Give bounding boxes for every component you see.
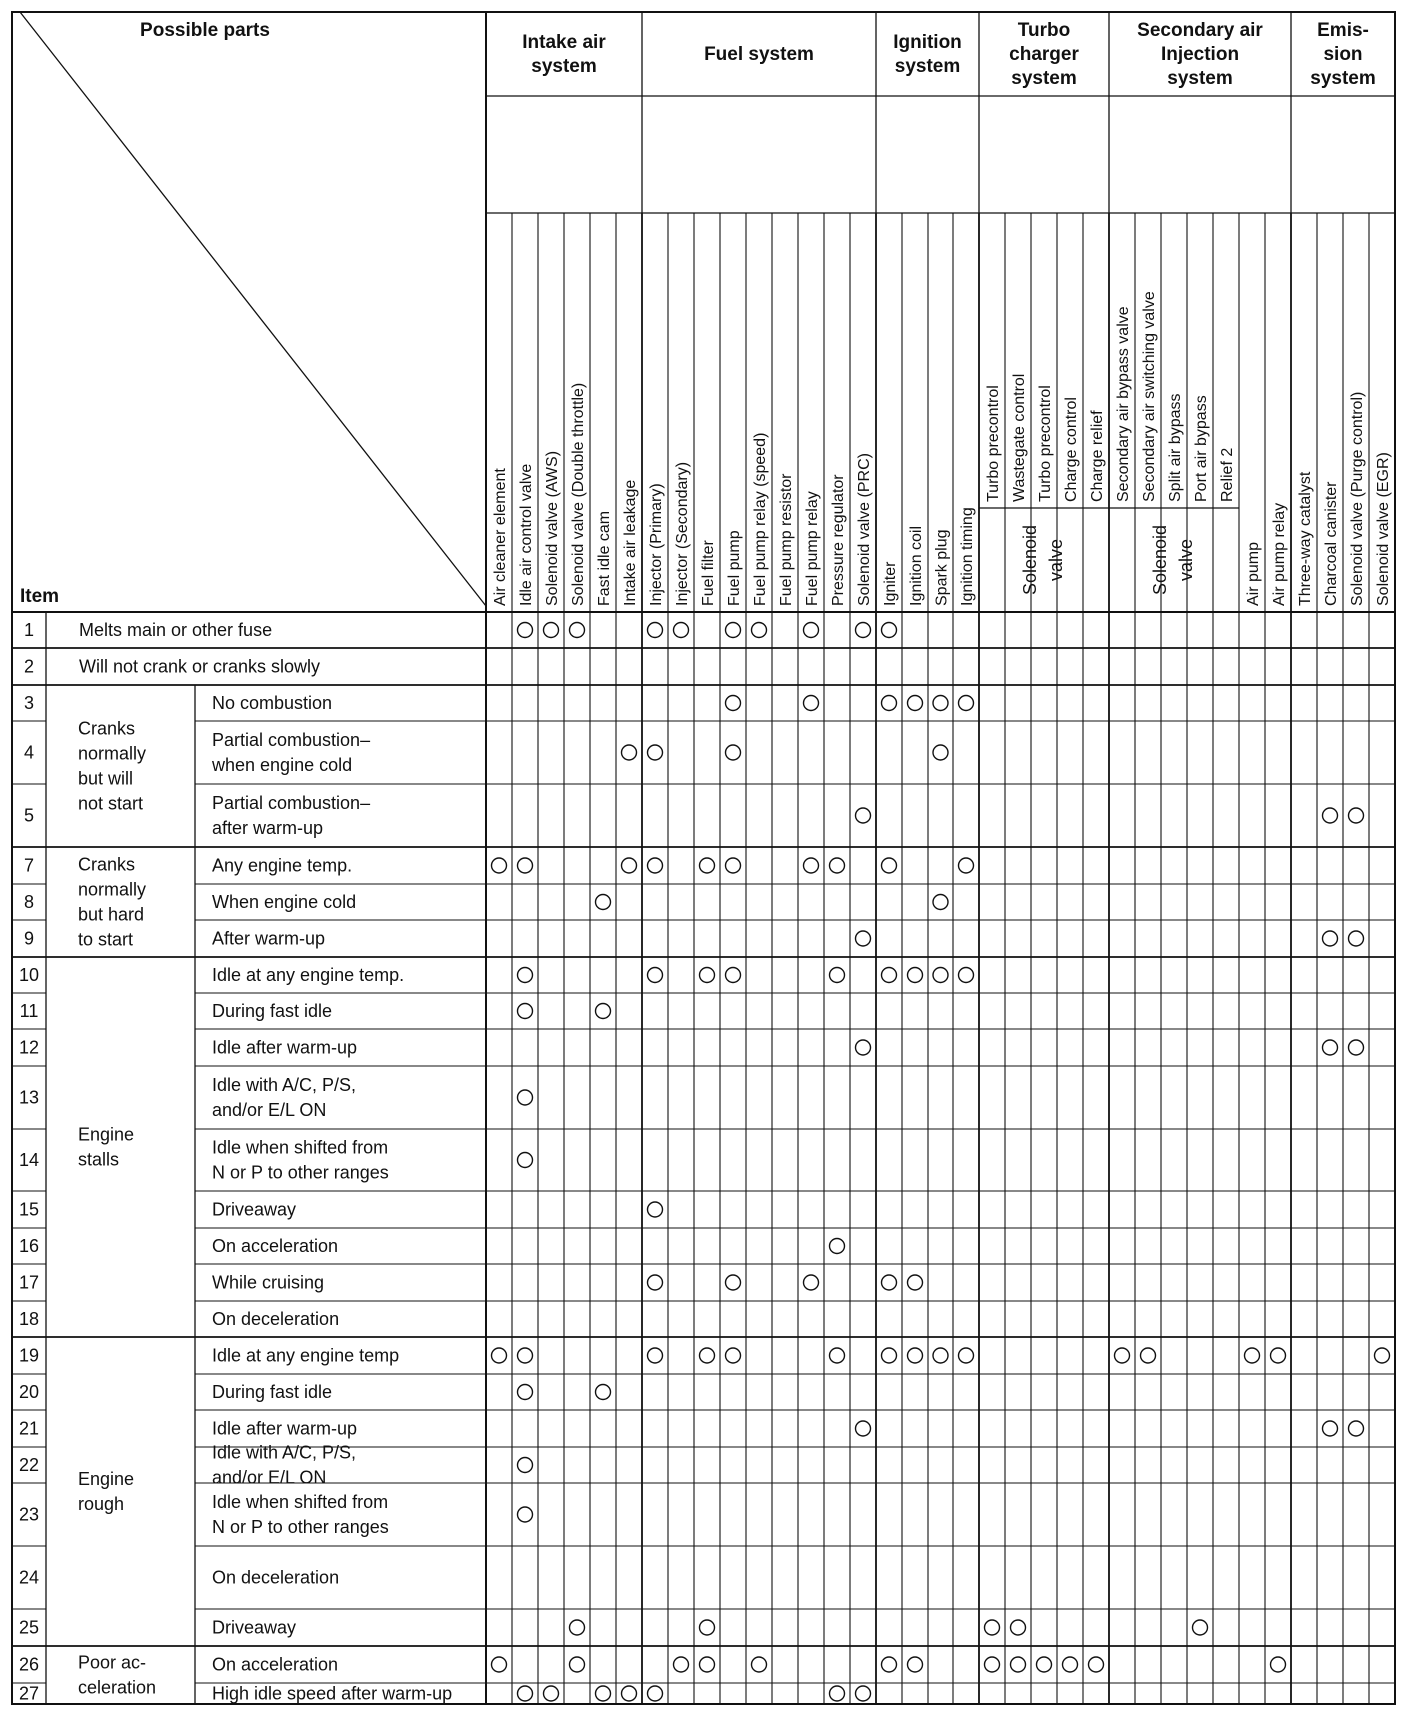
possible-cause-mark <box>1375 1348 1390 1363</box>
possible-cause-mark <box>622 745 637 760</box>
corner-item-label: Item <box>20 586 60 607</box>
symptom-label: and/or E/L ON <box>212 1100 327 1120</box>
possible-cause-mark <box>596 1004 611 1019</box>
column-label: Turbo precontrol <box>985 385 1002 502</box>
possible-cause-mark <box>518 1153 533 1168</box>
item-number: 19 <box>18 1345 40 1366</box>
subgroup-label: valve <box>1046 538 1066 582</box>
column-label: Charge relief <box>1089 410 1106 502</box>
column-label: Charcoal canister <box>1323 481 1340 606</box>
possible-cause-mark <box>933 696 948 711</box>
column-label: Ignition coil <box>908 525 925 606</box>
item-number: 12 <box>18 1037 40 1058</box>
possible-cause-mark <box>856 1421 871 1436</box>
possible-cause-mark <box>882 968 897 983</box>
possible-cause-mark <box>518 623 533 638</box>
symptom-label: Any engine temp. <box>212 855 353 876</box>
possible-cause-mark <box>908 968 923 983</box>
possible-cause-mark <box>726 858 741 873</box>
column-label: Fuel pump relay <box>804 491 821 606</box>
column-label: Injector (Primary) <box>648 483 665 606</box>
item-number: 9 <box>23 928 35 949</box>
possible-cause-mark <box>492 858 507 873</box>
group-title: Secondary air <box>1137 20 1263 41</box>
possible-cause-mark <box>1349 1421 1364 1436</box>
symptom-category-label: Engine <box>78 1124 135 1145</box>
symptom-category-label: rough <box>78 1494 125 1514</box>
possible-cause-mark <box>933 968 948 983</box>
possible-cause-mark <box>700 858 715 873</box>
possible-cause-mark <box>726 1348 741 1363</box>
symptom-label: after warm-up <box>212 818 324 838</box>
symptom-label: On acceleration <box>212 1654 339 1675</box>
item-number: 11 <box>19 1001 39 1021</box>
group-title: system <box>1310 68 1376 89</box>
possible-cause-mark <box>804 623 819 638</box>
possible-cause-mark <box>856 623 871 638</box>
column-label: Pressure regulator <box>830 474 847 606</box>
column-label: Igniter <box>882 561 899 606</box>
possible-cause-mark <box>492 1657 507 1672</box>
item-number: 8 <box>23 892 35 912</box>
item-number: 23 <box>18 1504 40 1525</box>
symptom-label: During fast idle <box>212 1382 333 1402</box>
item-number: 7 <box>23 855 35 876</box>
possible-cause-mark <box>700 968 715 983</box>
group-title: Ignition <box>893 32 962 53</box>
symptom-label: Idle at any engine temp <box>212 1345 400 1366</box>
symptom-category-label: normally <box>78 879 147 900</box>
symptom-category-label: Cranks <box>78 718 136 739</box>
possible-cause-mark <box>1323 1421 1338 1436</box>
symptom-label: Melts main or other fuse <box>79 620 273 640</box>
possible-cause-mark <box>882 1275 897 1290</box>
symptom-category-label: celeration <box>78 1677 157 1698</box>
possible-cause-mark <box>1089 1657 1104 1672</box>
corner-possible-parts-label: Possible parts <box>140 20 270 41</box>
column-label: Spark plug <box>933 529 951 606</box>
possible-cause-mark <box>804 858 819 873</box>
symptom-label: No combustion <box>212 693 333 713</box>
item-number: 18 <box>18 1309 40 1329</box>
column-label: Three-way catalyst <box>1297 471 1314 606</box>
item-number: 1 <box>23 620 35 640</box>
possible-cause-mark <box>726 968 741 983</box>
corner-diagonal <box>20 12 486 606</box>
possible-cause-mark <box>518 1004 533 1019</box>
possible-cause-mark <box>1115 1348 1130 1363</box>
possible-cause-mark <box>1011 1620 1026 1635</box>
symptom-category-label: Poor ac- <box>78 1652 147 1673</box>
symptom-label: Idle when shifted from <box>212 1492 389 1512</box>
column-label: Secondary air switching valve <box>1141 291 1158 502</box>
possible-cause-mark <box>648 1202 663 1217</box>
possible-cause-mark <box>700 1657 715 1672</box>
possible-cause-mark <box>752 623 767 638</box>
possible-cause-mark <box>933 1348 948 1363</box>
possible-cause-mark <box>830 858 845 873</box>
symptom-label: N or P to other ranges <box>212 1162 389 1183</box>
symptom-label: Idle with A/C, P/S, <box>212 1442 357 1463</box>
symptom-category-label: Cranks <box>78 854 136 875</box>
possible-cause-mark <box>1323 931 1338 946</box>
possible-cause-mark <box>1349 1040 1364 1055</box>
possible-cause-mark <box>544 1686 559 1701</box>
possible-cause-mark <box>518 858 533 873</box>
column-label: Idle air control valve <box>518 463 535 606</box>
possible-cause-mark <box>882 1657 897 1672</box>
symptom-category-label: stalls <box>78 1149 120 1170</box>
subgroup-label: Solenoid <box>1020 524 1040 596</box>
group-title: sion <box>1323 44 1363 65</box>
symptom-label: and/or E/L ON <box>212 1467 327 1488</box>
item-number: 15 <box>18 1199 40 1220</box>
symptom-label: On deceleration <box>212 1567 340 1588</box>
possible-cause-mark <box>1011 1657 1026 1672</box>
possible-cause-mark <box>492 1348 507 1363</box>
symptom-label: Driveaway <box>212 1199 297 1220</box>
column-label: Charge control <box>1063 397 1080 502</box>
column-label: Fast idle cam <box>596 510 613 606</box>
item-number: 10 <box>18 965 40 985</box>
possible-cause-mark <box>596 895 611 910</box>
possible-cause-mark <box>518 1458 533 1473</box>
symptom-label: Idle after warm-up <box>212 1037 358 1058</box>
symptom-label: N or P to other ranges <box>212 1517 389 1537</box>
possible-cause-mark <box>959 858 974 873</box>
possible-cause-mark <box>570 623 585 638</box>
possible-cause-mark <box>518 1348 533 1363</box>
item-number: 2 <box>23 656 35 677</box>
item-number: 22 <box>18 1455 40 1475</box>
column-label: Fuel pump relay (speed) <box>752 432 769 606</box>
symptom-category-label: but hard <box>78 904 145 925</box>
possible-cause-mark <box>1245 1348 1260 1363</box>
symptom-category-label: to start <box>78 929 134 950</box>
possible-cause-mark <box>959 968 974 983</box>
possible-cause-mark <box>648 1275 663 1290</box>
possible-cause-mark <box>518 968 533 983</box>
column-label: Solenoid valve (EGR) <box>1375 452 1392 606</box>
column-label: Fuel pump <box>726 530 743 606</box>
possible-cause-mark <box>1323 1040 1338 1055</box>
item-number: 27 <box>18 1683 40 1704</box>
possible-cause-mark <box>933 745 948 760</box>
symptom-label: While cruising <box>212 1272 325 1293</box>
possible-cause-mark <box>570 1657 585 1672</box>
symptom-label: Idle after warm-up <box>212 1418 358 1439</box>
symptom-label: Partial combustion– <box>212 730 371 750</box>
subgroup-label: Solenoid <box>1150 524 1170 596</box>
item-number: 13 <box>18 1087 40 1108</box>
possible-cause-mark <box>700 1348 715 1363</box>
group-title: system <box>531 56 597 77</box>
possible-cause-mark <box>518 1090 533 1105</box>
column-label: Solenoid valve (PRC) <box>856 453 873 606</box>
symptom-label: Idle when shifted from <box>212 1137 389 1158</box>
item-number: 21 <box>18 1418 40 1439</box>
column-label: Turbo precontrol <box>1037 385 1054 502</box>
group-title: charger <box>1009 44 1079 65</box>
possible-cause-mark <box>830 968 845 983</box>
symptom-category-label: but will <box>78 768 134 789</box>
symptom-category-label: normally <box>78 743 147 764</box>
possible-cause-mark <box>648 1686 663 1701</box>
possible-cause-mark <box>1271 1348 1286 1363</box>
possible-cause-mark <box>985 1657 1000 1672</box>
column-label: Fuel pump resistor <box>778 473 795 606</box>
column-label: Solenoid valve (Purge control) <box>1349 391 1366 606</box>
possible-cause-mark <box>882 858 897 873</box>
symptom-label: During fast idle <box>212 1001 333 1021</box>
possible-cause-mark <box>856 931 871 946</box>
column-label: Air pump relay <box>1271 502 1288 606</box>
possible-cause-mark <box>1323 808 1338 823</box>
item-number: 14 <box>18 1150 40 1170</box>
possible-cause-mark <box>1141 1348 1156 1363</box>
possible-cause-mark <box>830 1239 845 1254</box>
column-label: Intake air leakage <box>622 479 639 606</box>
possible-cause-mark <box>726 696 741 711</box>
item-number: 3 <box>23 693 35 713</box>
possible-cause-mark <box>1037 1657 1052 1672</box>
symptom-label: Driveaway <box>212 1617 297 1638</box>
possible-cause-mark <box>648 1348 663 1363</box>
possible-cause-mark <box>856 1686 871 1701</box>
symptom-label: Partial combustion– <box>212 793 371 813</box>
possible-cause-mark <box>544 623 559 638</box>
possible-cause-mark <box>1271 1657 1286 1672</box>
column-label: Ignition timing <box>959 507 976 606</box>
possible-cause-mark <box>882 696 897 711</box>
column-label: Secondary air bypass valve <box>1115 306 1132 502</box>
group-title: system <box>1011 68 1077 89</box>
possible-cause-mark <box>648 858 663 873</box>
possible-cause-mark <box>908 1657 923 1672</box>
symptom-label: Idle with A/C, P/S, <box>212 1075 357 1095</box>
possible-cause-mark <box>622 1686 637 1701</box>
subgroup-label: valve <box>1176 538 1196 582</box>
possible-cause-mark <box>726 745 741 760</box>
symptom-label: On deceleration <box>212 1309 340 1329</box>
possible-cause-mark <box>648 623 663 638</box>
possible-cause-mark <box>830 1348 845 1363</box>
possible-cause-mark <box>518 1686 533 1701</box>
possible-cause-mark <box>959 1348 974 1363</box>
possible-cause-mark <box>959 696 974 711</box>
group-title: system <box>894 56 961 77</box>
possible-cause-mark <box>1193 1620 1208 1635</box>
possible-cause-mark <box>622 858 637 873</box>
group-title: system <box>1167 68 1233 89</box>
possible-cause-mark <box>908 696 923 711</box>
item-number: 4 <box>23 742 35 763</box>
possible-cause-mark <box>700 1620 715 1635</box>
item-number: 20 <box>18 1382 40 1402</box>
possible-cause-mark <box>856 1040 871 1055</box>
possible-cause-mark <box>570 1620 585 1635</box>
item-number: 25 <box>18 1617 40 1638</box>
possible-cause-mark <box>933 895 948 910</box>
column-label: Fuel filter <box>700 540 717 606</box>
possible-cause-mark <box>518 1385 533 1400</box>
possible-cause-mark <box>1063 1657 1078 1672</box>
possible-cause-mark <box>804 1275 819 1290</box>
group-title: Emis- <box>1317 20 1369 41</box>
possible-cause-mark <box>752 1657 767 1672</box>
group-title: Fuel system <box>704 44 814 65</box>
column-label: Wastegate control <box>1011 373 1028 502</box>
column-label: Port air bypass <box>1193 395 1210 502</box>
column-label: Air pump <box>1245 541 1262 606</box>
group-title: Turbo <box>1017 20 1071 41</box>
possible-cause-mark <box>1349 931 1364 946</box>
possible-cause-mark <box>648 968 663 983</box>
column-label: Relief 2 <box>1219 447 1236 502</box>
possible-cause-mark <box>726 1275 741 1290</box>
possible-cause-mark <box>908 1348 923 1363</box>
symptom-label: High idle speed after warm-up <box>212 1683 453 1704</box>
possible-cause-mark <box>674 623 689 638</box>
symptom-category-label: Engine <box>78 1469 135 1489</box>
symptom-label: On acceleration <box>212 1236 339 1256</box>
column-label: Solenoid valve (Double throttle) <box>570 382 587 606</box>
item-number: 5 <box>23 805 35 826</box>
item-number: 17 <box>18 1272 40 1293</box>
possible-cause-mark <box>596 1686 611 1701</box>
possible-cause-mark <box>856 808 871 823</box>
possible-cause-mark <box>908 1275 923 1290</box>
column-label: Solenoid valve (AWS) <box>544 450 561 606</box>
group-title: Intake air <box>522 32 606 53</box>
item-number: 24 <box>18 1567 40 1588</box>
symptom-label: when engine cold <box>212 755 353 775</box>
item-number: 16 <box>18 1236 40 1256</box>
possible-cause-mark <box>985 1620 1000 1635</box>
possible-cause-mark <box>674 1657 689 1672</box>
column-label: Split air bypass <box>1167 393 1184 502</box>
possible-cause-mark <box>830 1686 845 1701</box>
possible-cause-mark <box>882 623 897 638</box>
symptom-category-label: not start <box>78 793 144 814</box>
symptom-label: When engine cold <box>212 892 357 912</box>
column-label: Air cleaner element <box>492 468 509 606</box>
column-label: Injector (Secondary) <box>674 461 691 606</box>
possible-cause-mark <box>804 696 819 711</box>
possible-cause-mark <box>596 1385 611 1400</box>
item-number: 26 <box>18 1654 40 1675</box>
symptom-label: Will not crank or cranks slowly <box>79 656 321 677</box>
group-title: Injection <box>1160 44 1240 65</box>
possible-cause-mark <box>518 1507 533 1522</box>
symptom-label: Idle at any engine temp. <box>212 965 405 985</box>
possible-cause-mark <box>882 1348 897 1363</box>
possible-cause-mark <box>648 745 663 760</box>
possible-cause-mark <box>1349 808 1364 823</box>
possible-cause-mark <box>726 623 741 638</box>
symptom-label: After warm-up <box>212 928 326 949</box>
